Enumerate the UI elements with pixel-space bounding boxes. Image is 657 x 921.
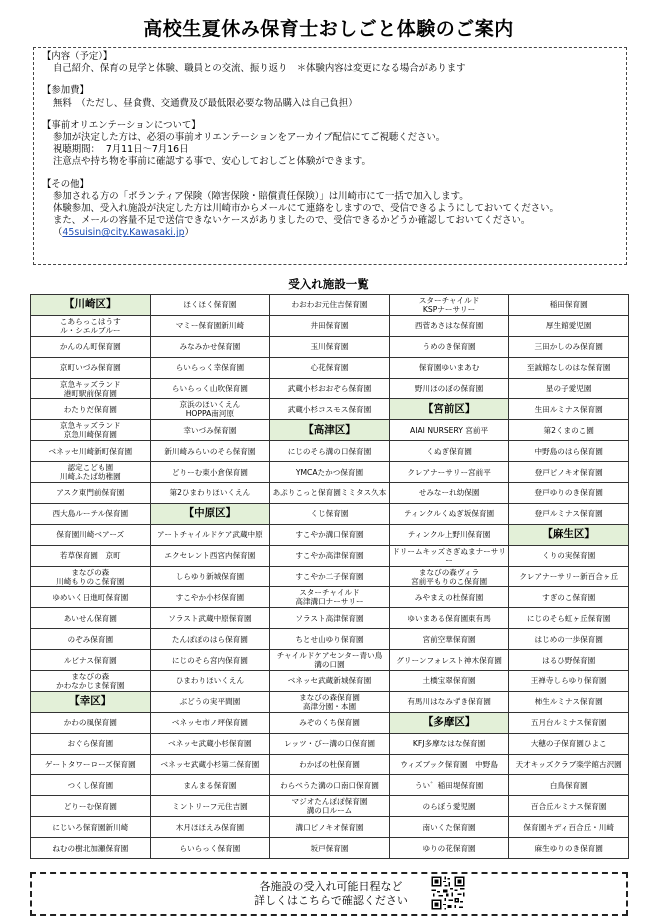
facility-cell: かんのん町保育園 bbox=[31, 336, 151, 357]
facility-cell: 稲田保育園 bbox=[509, 295, 629, 316]
facility-cell: スターチャイルド KSPナーサリー bbox=[389, 295, 509, 316]
facility-cell: 武蔵小杉コスモス保育園 bbox=[270, 399, 390, 420]
facility-cell: すこやか小杉保育園 bbox=[150, 587, 270, 608]
facility-cell: 新川崎みらいのそら保育園 bbox=[150, 441, 270, 462]
facility-cell: 京急キッズランド 港町駅前保育園 bbox=[31, 378, 151, 399]
facility-cell: にじのそら宮内保育園 bbox=[150, 650, 270, 671]
facility-cell: 京浜のほいくえん HOPPA南河原 bbox=[150, 399, 270, 420]
facility-cell: にじのそら虹ヶ丘保育園 bbox=[509, 608, 629, 629]
facility-cell: グリーンフォレスト神木保育園 bbox=[389, 650, 509, 671]
facility-cell: どりーむ東小倉保育園 bbox=[150, 462, 270, 483]
facility-list-title: 受入れ施設一覧 bbox=[288, 277, 369, 291]
content-body: 自己紹介、保育の見学と体験、職員との交流、振り返り ＊体験内容は変更になる場合があります bbox=[53, 63, 466, 75]
facility-cell: 京急キッズランド 京急川崎保育園 bbox=[31, 420, 151, 441]
table-row bbox=[31, 733, 629, 754]
facility-cell: らいらっく保育園 bbox=[150, 838, 270, 859]
facility-cell: 坂戸保育園 bbox=[270, 838, 390, 859]
facility-cell: おぐら保育園 bbox=[31, 733, 151, 754]
ward-header: 【多摩区】 bbox=[389, 712, 509, 733]
facility-cell: 井田保育園 bbox=[270, 315, 390, 336]
facility-cell: 溝口ピノキオ保育園 bbox=[270, 817, 390, 838]
facility-cell: エクセレント西宮内保育園 bbox=[150, 545, 270, 566]
facility-cell: AIAI NURSERY 宮前平 bbox=[389, 420, 509, 441]
facility-cell: マジオたんぽぽ保育園 溝の口ルーム bbox=[270, 796, 390, 817]
facility-cell: 西大島ルーテル保育園 bbox=[31, 503, 151, 524]
facility-cell: のらぼう愛児園 bbox=[389, 796, 509, 817]
facility-cell: ソラスト高津保育園 bbox=[270, 608, 390, 629]
footer-text: 各施設の受入れ可能日程など 詳しくはこちらで確認ください bbox=[254, 880, 408, 907]
facility-cell: ティンクル上野川保育園 bbox=[389, 524, 509, 545]
facility-cell: こあらっこはうす ル・シエルブルー bbox=[31, 315, 151, 336]
facility-cell: つくし保育園 bbox=[31, 775, 151, 796]
facility-cell: ソラスト武蔵中原保育園 bbox=[150, 608, 270, 629]
email-link[interactable]: 45suisin@city.Kawasaki.jp bbox=[62, 227, 185, 239]
facility-cell: うめのき保育園 bbox=[389, 336, 509, 357]
facility-cell: まなびの森 かわなかじま保育園 bbox=[31, 671, 151, 692]
facility-cell: 南いくた保育園 bbox=[389, 817, 509, 838]
facility-cell: くじ保育園 bbox=[270, 503, 390, 524]
facility-cell: KFJ多摩なはな保育園 bbox=[389, 733, 509, 754]
facility-cell: あぷりこっと保育園ミミタス久本 bbox=[270, 483, 390, 504]
facility-cell: 野川ほのぼの保育園 bbox=[389, 378, 509, 399]
email-close: ） bbox=[184, 227, 194, 239]
facility-cell: せみなーれ幼保園 bbox=[389, 483, 509, 504]
table-row bbox=[31, 378, 629, 399]
ward-header: 【宮前区】 bbox=[389, 399, 509, 420]
table-row bbox=[31, 712, 629, 733]
facility-cell: 王禅寺しらゆり保育園 bbox=[509, 671, 629, 692]
facility-cell: あいせん保育園 bbox=[31, 608, 151, 629]
facility-cell: 宮前空華保育園 bbox=[389, 629, 509, 650]
facility-cell: はじめの一歩保育園 bbox=[509, 629, 629, 650]
table-row bbox=[31, 315, 629, 336]
facility-cell: ウィズブック保育園 中野島 bbox=[389, 754, 509, 775]
facility-cell: YMCAたかつ保育園 bbox=[270, 462, 390, 483]
facility-cell: すこやか高津保育園 bbox=[270, 545, 390, 566]
table-row bbox=[31, 650, 629, 671]
facility-cell: ベネッセ市ノ坪保育園 bbox=[150, 712, 270, 733]
facility-cell: 有馬川はなみずき保育園 bbox=[389, 691, 509, 712]
table-row bbox=[31, 629, 629, 650]
table-row bbox=[31, 295, 629, 316]
facility-cell: 幸いづみ保育園 bbox=[150, 420, 270, 441]
table-row bbox=[31, 817, 629, 838]
facility-cell: ベネッセ川崎新町保育園 bbox=[31, 441, 151, 462]
facility-cell: アートチャイルドケア武蔵中原 bbox=[150, 524, 270, 545]
qr-code-icon[interactable] bbox=[430, 875, 466, 911]
facility-cell: 生田ルミナス保育園 bbox=[509, 399, 629, 420]
facility-cell: 認定こども園 川崎ふたば幼稚園 bbox=[31, 462, 151, 483]
facility-cell: 麻生ゆりのき保育園 bbox=[509, 838, 629, 859]
facility-cell: マミー保育園新川崎 bbox=[150, 315, 270, 336]
facility-cell: 心花保育園 bbox=[270, 357, 390, 378]
table-row bbox=[31, 399, 629, 420]
facility-cell: ミントリーフ元住吉園 bbox=[150, 796, 270, 817]
facility-cell: わらべうた溝の口南口保育園 bbox=[270, 775, 390, 796]
facility-cell: にじいろ保育園新川崎 bbox=[31, 817, 151, 838]
facility-cell: ぶどうの実平間園 bbox=[150, 691, 270, 712]
table-row bbox=[31, 336, 629, 357]
table-row bbox=[31, 441, 629, 462]
table-row bbox=[31, 796, 629, 817]
facility-cell: くりの実保育園 bbox=[509, 545, 629, 566]
facility-cell: 武蔵小杉おおぞら保育園 bbox=[270, 378, 390, 399]
facility-cell: 京町いづみ保育園 bbox=[31, 357, 151, 378]
table-row bbox=[31, 775, 629, 796]
page-title: 高校生夏休み保育士おしごと体験のご案内 bbox=[143, 18, 514, 40]
facility-cell: らいらっく山吹保育園 bbox=[150, 378, 270, 399]
facility-cell: 保育園ゆいまあむ bbox=[389, 357, 509, 378]
orientation-body: 参加が決定した方は、必須の事前オリエンテーションをアーカイブ配信にてご視聴ください。 視聴期間： 7月11日～7月16日 注意点や持ち物を事前に確認する事で、安心しておしごと体験ができます。 bbox=[53, 132, 446, 168]
fee-heading: 【参加費】 bbox=[42, 85, 89, 97]
info-box bbox=[33, 47, 627, 265]
facility-cell: みやまえの杜保育園 bbox=[389, 587, 509, 608]
facility-cell: すぎのこ保育園 bbox=[509, 587, 629, 608]
table-row bbox=[31, 671, 629, 692]
facility-cell: 三田かしのみ保育園 bbox=[509, 336, 629, 357]
facility-cell: まなびの森 川崎もりのこ保育園 bbox=[31, 566, 151, 587]
facility-cell: 若草保育園 京町 bbox=[31, 545, 151, 566]
facility-cell: ドリームキッズさぎぬまナーサリー bbox=[389, 545, 509, 566]
facility-cell: 至誠館なしのはな保育園 bbox=[509, 357, 629, 378]
facility-cell: 保育園キディ百合丘・川崎 bbox=[509, 817, 629, 838]
facility-cell: クレアナーサリー新百合ヶ丘 bbox=[509, 566, 629, 587]
facility-cell: 第2ひまわりほいくえん bbox=[150, 483, 270, 504]
facility-cell: レッツ・びー溝の口保育園 bbox=[270, 733, 390, 754]
facility-cell: スターチャイルド 高津溝口ナーサリー bbox=[270, 587, 390, 608]
ward-header: 【高津区】 bbox=[270, 420, 390, 441]
facility-cell: みなみかせ保育園 bbox=[150, 336, 270, 357]
facility-cell: らいらっく幸保育園 bbox=[150, 357, 270, 378]
facility-cell: クレアナーサリー宮前平 bbox=[389, 462, 509, 483]
ward-header: 【麻生区】 bbox=[509, 524, 629, 545]
email-open: （ bbox=[53, 227, 63, 239]
table-row bbox=[31, 483, 629, 504]
table-row bbox=[31, 566, 629, 587]
facility-cell: すこやか溝口保育園 bbox=[270, 524, 390, 545]
table-row bbox=[31, 838, 629, 859]
facility-cell: 五月台ルミナス保育園 bbox=[509, 712, 629, 733]
facility-cell: 玉川保育園 bbox=[270, 336, 390, 357]
ward-header: 【川崎区】 bbox=[31, 295, 151, 316]
other-heading: 【その他】 bbox=[42, 178, 89, 190]
facility-cell: わおわお元住吉保育園 bbox=[270, 295, 390, 316]
facility-cell: わかばの杜保育園 bbox=[270, 754, 390, 775]
facility-cell: うい゛稲田堤保育園 bbox=[389, 775, 509, 796]
table-row bbox=[31, 503, 629, 524]
table-row bbox=[31, 587, 629, 608]
table-row bbox=[31, 462, 629, 483]
facility-cell: ひまわりほいくえん bbox=[150, 671, 270, 692]
facility-cell: はるひ野保育園 bbox=[509, 650, 629, 671]
facility-cell: すこやか二子保育園 bbox=[270, 566, 390, 587]
facility-cell: どりーむ保育園 bbox=[31, 796, 151, 817]
facility-cell: みぞのくち保育園 bbox=[270, 712, 390, 733]
facility-table bbox=[30, 294, 629, 859]
facility-cell: 木月ほほえみ保育園 bbox=[150, 817, 270, 838]
other-body: 参加される方の「ボランティア保険（障害保険・賠償責任保険）」は川崎市にて一括で加入します。 体験参加、受入れ施設が決定した方は川崎市からメールにて連絡をしますので、受信できるようにしておいてください。 また、メールの容量不足で送信できないケースがありましたので、受信できるかどうか確認しておいてください。 bbox=[53, 190, 559, 227]
facility-cell: 登戸ルミナス保育園 bbox=[509, 503, 629, 524]
facility-cell: 白鳥保育園 bbox=[509, 775, 629, 796]
facility-cell: 土橋宝翠保育園 bbox=[389, 671, 509, 692]
table-row bbox=[31, 420, 629, 441]
facility-cell: ティンクルくぬぎ坂保育園 bbox=[389, 503, 509, 524]
facility-cell: ゆいまある保育園東有馬 bbox=[389, 608, 509, 629]
facility-cell: アスク東門前保育園 bbox=[31, 483, 151, 504]
table-row bbox=[31, 524, 629, 545]
facility-cell: ゆめいく日進町保育園 bbox=[31, 587, 151, 608]
facility-cell: ゆりの花保育園 bbox=[389, 838, 509, 859]
facility-cell: 登戸ピノキオ保育園 bbox=[509, 462, 629, 483]
orientation-heading: 【事前オリエンテーションについて】 bbox=[42, 119, 201, 131]
fee-body: 無料 （ただし、昼食費、交通費及び最低限必要な物品購入は自己負担） bbox=[53, 97, 358, 109]
facility-cell: まなびの森保育園 高津分園・本園 bbox=[270, 691, 390, 712]
table-row bbox=[31, 357, 629, 378]
facility-cell: にじのそら溝の口保育園 bbox=[270, 441, 390, 462]
facility-cell: ルビナス保育園 bbox=[31, 650, 151, 671]
facility-cell: ベネッセ武蔵新城保育園 bbox=[270, 671, 390, 692]
ward-header: 【幸区】 bbox=[31, 691, 151, 712]
facility-cell: くぬぎ保育園 bbox=[389, 441, 509, 462]
table-row bbox=[31, 608, 629, 629]
facility-cell: 百合丘ルミナス保育園 bbox=[509, 796, 629, 817]
facility-cell: 第2くまのこ園 bbox=[509, 420, 629, 441]
facility-cell: かわの風保育園 bbox=[31, 712, 151, 733]
ward-header: 【中原区】 bbox=[150, 503, 270, 524]
facility-cell: ねむの樹北加瀬保育園 bbox=[31, 838, 151, 859]
facility-cell: 大穂の子保育園ひよこ bbox=[509, 733, 629, 754]
facility-cell: 厚生館愛児園 bbox=[509, 315, 629, 336]
facility-cell: まんまる保育園 bbox=[150, 775, 270, 796]
facility-cell: 保育園川崎ベアーズ bbox=[31, 524, 151, 545]
facility-cell: チャイルドケアセンター青い鳥 溝の口園 bbox=[270, 650, 390, 671]
facility-cell: 柿生ルミナス保育園 bbox=[509, 691, 629, 712]
facility-cell: たんぽぽのはら保育園 bbox=[150, 629, 270, 650]
content-heading: 【内容（予定）】 bbox=[42, 51, 113, 62]
facility-cell: ゲートタワーローズ保育園 bbox=[31, 754, 151, 775]
facility-cell: しらゆり新城保育園 bbox=[150, 566, 270, 587]
table-row bbox=[31, 545, 629, 566]
facility-cell: ベネッセ武蔵小杉保育園 bbox=[150, 733, 270, 754]
table-row bbox=[31, 691, 629, 712]
facility-cell: ベネッセ武蔵小杉第二保育園 bbox=[150, 754, 270, 775]
facility-cell: わたりだ保育園 bbox=[31, 399, 151, 420]
facility-cell: ほくほく保育園 bbox=[150, 295, 270, 316]
facility-cell: ちとせ山ゆり保育園 bbox=[270, 629, 390, 650]
facility-cell: まなびの森ヴィラ 宮前平もりのこ保育園 bbox=[389, 566, 509, 587]
facility-cell: 登戸ゆりのき保育園 bbox=[509, 483, 629, 504]
footer-box bbox=[30, 872, 628, 916]
facility-cell: 天才キッズクラブ楽学館古沢園 bbox=[509, 754, 629, 775]
facility-cell: 星の子愛児園 bbox=[509, 378, 629, 399]
facility-cell: 中野島のはら保育園 bbox=[509, 441, 629, 462]
email-line bbox=[53, 227, 618, 239]
table-row bbox=[31, 754, 629, 775]
facility-cell: 西菅あさはな保育園 bbox=[389, 315, 509, 336]
facility-cell: のぞみ保育園 bbox=[31, 629, 151, 650]
